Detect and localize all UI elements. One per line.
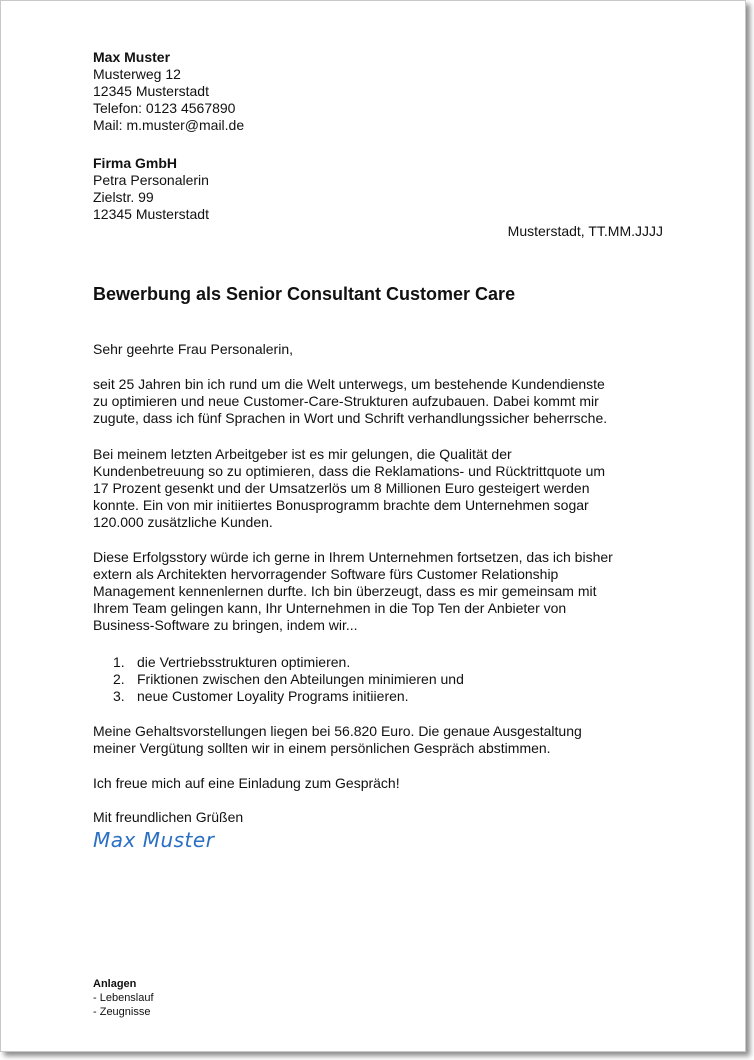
recipient-street: Zielstr. 99 (93, 189, 154, 205)
sender-street: Musterweg 12 (93, 66, 181, 82)
sender-address (93, 49, 244, 134)
paragraph-line: Ihrem Team gelingen kann, Ihr Unternehmen in die Top Ten der Anbieter von (93, 600, 567, 616)
list-item-number: 1. (113, 654, 125, 670)
list-item-number: 3. (113, 688, 125, 704)
attachments-title: Anlagen (93, 978, 137, 990)
numbered-list (113, 654, 464, 705)
paragraph-line: Bei meinem letzten Arbeitgeber ist es mir gelungen, die Qualität der (93, 446, 512, 462)
paragraph-line: 17 Prozent gesenkt und der Umsatzerlös um 8 Millionen Euro gesteigert werden (93, 480, 590, 496)
body-paragraph (93, 775, 400, 792)
list-item (113, 654, 464, 671)
list-item-text: neue Customer Loyality Programs initiieren. (137, 688, 409, 704)
paragraph-line: seit 25 Jahren bin ich rund um die Welt unterwegs, um bestehende Kundendienste (93, 376, 605, 392)
recipient-address (93, 155, 209, 223)
sender-city: 12345 Musterstadt (93, 83, 209, 99)
paragraph-line: Ich freue mich auf eine Einladung zum Gespräch! (93, 775, 400, 791)
list-item-text: die Vertriebsstrukturen optimieren. (137, 654, 351, 670)
attachment-item: - Zeugnisse (93, 1006, 151, 1018)
attachments-block (93, 977, 154, 1019)
list-item (113, 671, 464, 688)
letter-subject: Bewerbung als Senior Consultant Customer Care (93, 284, 516, 304)
paragraph-line: zugute, dass ich fünf Sprachen in Wort und Schrift verhandlungssicher beherrsche. (93, 410, 608, 426)
body-paragraph (93, 723, 582, 757)
closing-phrase: Mit freundlichen Grüßen (93, 809, 244, 825)
list-item-number: 2. (113, 671, 125, 687)
paragraph-line: Meine Gehaltsvorstellungen liegen bei 56.820 Euro. Die genaue Ausgestaltung (93, 723, 582, 739)
letter-date: Musterstadt, TT.MM.JJJJ (507, 223, 663, 239)
paragraph-line: Business-Software zu bringen, indem wir... (93, 617, 358, 633)
list-item-text: Friktionen zwischen den Abteilungen minimieren und (137, 671, 464, 687)
recipient-city: 12345 Musterstadt (93, 206, 209, 222)
sender-mail: Mail: m.muster@mail.de (93, 117, 245, 133)
paragraph-line: Diese Erfolgsstory würde ich gerne in Ihrem Unternehmen fortsetzen, das ich bisher (93, 549, 613, 565)
recipient-contact: Petra Personalerin (93, 172, 209, 188)
body-paragraph (93, 376, 607, 427)
salutation: Sehr geehrte Frau Personalerin, (93, 341, 293, 357)
handwritten-signature: Max Muster (93, 828, 215, 852)
body-paragraph (93, 549, 613, 634)
attachment-item: - Lebenslauf (93, 992, 154, 1004)
sender-phone: Telefon: 0123 4567890 (93, 100, 236, 116)
recipient-company: Firma GmbH (93, 155, 178, 171)
paragraph-line: meiner Vergütung sollten wir in einem persönlichen Gespräch abstimmen. (93, 740, 551, 756)
paragraph-line: Management kennenlernen durfte. Ich bin überzeugt, dass es mir gemeinsam mit (93, 583, 597, 599)
list-item (113, 688, 464, 705)
sender-name: Max Muster (93, 49, 171, 65)
body-paragraph (93, 446, 605, 531)
paragraph-line: Kundenbetreuung so zu optimieren, dass die Reklamations- und Rücktrittquote um (93, 463, 606, 479)
paragraph-line: konnte. Ein von mir initiiertes Bonusprogramm brachte dem Unternehmen sogar (93, 497, 589, 513)
paragraph-line: extern als Architekten hervorragender Software fürs Customer Relationship (93, 566, 559, 582)
paragraph-line: zu optimieren und neue Customer-Care-Strukturen aufzubauen. Dabei kommt mir (93, 393, 599, 409)
paragraph-line: 120.000 zusätzliche Kunden. (93, 514, 273, 530)
